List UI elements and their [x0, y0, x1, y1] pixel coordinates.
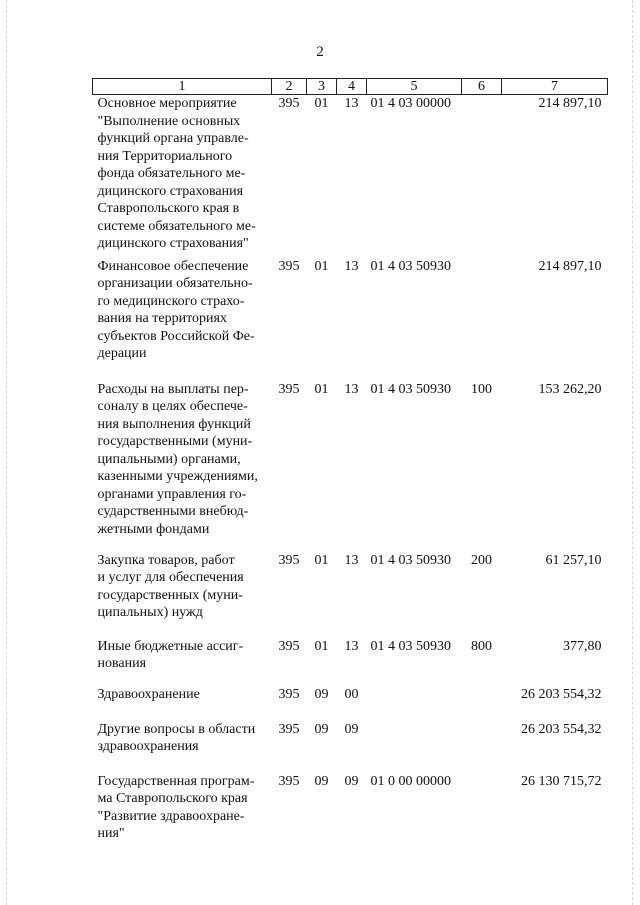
row-name-line: ния выполнения функций: [97, 416, 251, 432]
row-ministry: 395: [278, 686, 300, 702]
header-col-1: 1: [93, 79, 272, 95]
table-row: [93, 258, 608, 381]
header-col-4: 4: [337, 79, 367, 95]
row-name-line: Финансовое обеспечение: [97, 258, 249, 274]
page-edge-left: [6, 0, 7, 905]
page-edge-right: [632, 0, 633, 905]
row-name: [93, 686, 272, 721]
row-subsection: 13: [344, 258, 359, 274]
row-name-line: Иные бюджетные ассиг-: [97, 638, 244, 654]
table-row: [93, 95, 608, 258]
row-name-line: системе обязательного ме-: [97, 218, 256, 234]
row-ministry: 395: [278, 773, 300, 789]
row-name-line: Закупка товаров, работ: [97, 552, 235, 568]
row-name-line: органами управления го-: [97, 486, 247, 502]
row-name-line: нования: [97, 656, 147, 671]
row-expense-type: [462, 686, 502, 721]
row-name-line: Здравоохранение: [97, 686, 200, 702]
header-col-5: 5: [367, 79, 462, 95]
row-section: 01: [314, 552, 329, 568]
row-name-line: Государственная програм-: [97, 773, 255, 789]
row-amount: 26 203 554,32: [521, 721, 602, 737]
row-section: 01: [314, 96, 329, 111]
row-amount: 214 897,10: [538, 258, 602, 274]
row-name-line: функций органа управле-: [97, 131, 249, 146]
row-name: [93, 638, 272, 686]
row-name-line: сударственными внебюд-: [97, 504, 249, 519]
row-section: 01: [314, 258, 329, 274]
row-name-line: Расходы на выплаты пер-: [97, 381, 249, 397]
row-expense-type: 800: [471, 638, 492, 654]
header-col-7: 7: [502, 79, 608, 95]
table-row: [93, 721, 608, 773]
row-name: [93, 381, 272, 552]
row-name-line: здравоохранения: [97, 739, 199, 754]
row-name-line: Основное мероприятие: [97, 96, 237, 111]
row-name-line: "Развитие здравоохране-: [97, 808, 245, 824]
row-target-code: 01 0 00 00000: [370, 773, 451, 789]
row-name-line: дицинского страхования": [97, 236, 249, 251]
row-expense-type: 200: [471, 552, 492, 568]
row-amount: 377,80: [563, 638, 602, 654]
row-name-line: ма Ставропольского края: [97, 791, 248, 806]
row-subsection: 00: [344, 686, 359, 702]
row-subsection: 13: [344, 96, 359, 111]
row-name-line: и услуг для обеспечения: [97, 570, 244, 585]
row-name-line: ния Территориального: [97, 148, 233, 164]
row-name-line: фонда обязательного ме-: [97, 166, 246, 181]
row-expense-type: [462, 773, 502, 848]
row-target-code: 01 4 03 50930: [370, 258, 451, 274]
row-expense-type: 100: [471, 381, 492, 397]
table-row: [93, 381, 608, 552]
row-name: [93, 258, 272, 381]
row-name: [93, 552, 272, 638]
row-name-line: казенными учреждениями,: [97, 469, 258, 484]
row-section: 09: [314, 721, 329, 737]
row-section: 01: [314, 638, 329, 654]
budget-table: [92, 78, 608, 848]
row-section: 01: [314, 381, 329, 397]
row-section: 09: [314, 773, 329, 789]
table-row: [93, 552, 608, 638]
header-col-2: 2: [272, 79, 307, 95]
row-name-line: Ставропольского края в: [97, 201, 240, 216]
row-amount: 61 257,10: [545, 552, 602, 568]
row-name: [93, 773, 272, 848]
row-name-line: "Выполнение основных: [97, 113, 241, 129]
row-expense-type: [462, 721, 502, 773]
row-target-code: 01 4 03 50930: [370, 381, 451, 397]
row-name-line: дицинского страхования: [97, 183, 244, 199]
row-target-code: 01 4 03 50930: [370, 638, 451, 654]
row-name-line: соналу в целях обеспече-: [97, 399, 248, 414]
row-subsection: 09: [344, 773, 359, 789]
header-col-3: 3: [307, 79, 337, 95]
row-amount: 214 897,10: [538, 96, 602, 111]
row-section: 09: [314, 686, 329, 702]
row-name-line: организации обязательно-: [97, 276, 253, 291]
row-name-line: ния": [97, 826, 125, 841]
row-target-code: 01 4 03 00000: [370, 96, 451, 111]
row-name-line: жетными фондами: [97, 521, 210, 537]
row-name-line: дерации: [97, 346, 147, 361]
row-amount: 26 130 715,72: [521, 773, 602, 789]
row-ministry: 395: [278, 721, 300, 737]
row-name-line: ципальных) нужд: [97, 605, 203, 620]
row-target-code: [367, 721, 462, 773]
row-subsection: 09: [344, 721, 359, 737]
row-ministry: 395: [278, 552, 300, 568]
row-amount: 153 262,20: [538, 381, 602, 397]
table-row: [93, 638, 608, 686]
row-target-code: 01 4 03 50930: [370, 552, 451, 568]
row-expense-type: [462, 95, 502, 258]
row-expense-type: [462, 258, 502, 381]
row-ministry: 395: [278, 638, 300, 654]
row-subsection: 13: [344, 381, 359, 397]
header-col-6: 6: [462, 79, 502, 95]
row-name: [93, 721, 272, 773]
row-name-line: вания на территориях: [97, 311, 227, 326]
page-number: 2: [316, 44, 324, 60]
row-name: [93, 95, 272, 258]
row-target-code: [367, 686, 462, 721]
row-ministry: 395: [278, 381, 300, 397]
row-name-line: ципальными) органами,: [97, 451, 241, 467]
row-name-line: государственных (муни-: [97, 587, 243, 603]
table-row: [93, 686, 608, 721]
row-name-line: субъектов Российской Фе-: [97, 328, 255, 344]
row-ministry: 395: [278, 258, 300, 274]
row-subsection: 13: [344, 552, 359, 568]
table-row: [93, 773, 608, 848]
row-name-line: государственными (муни-: [97, 434, 253, 449]
row-amount: 26 203 554,32: [521, 686, 602, 702]
row-name-line: Другие вопросы в области: [97, 721, 256, 737]
row-ministry: 395: [278, 96, 300, 111]
row-name-line: го медицинского страхо-: [97, 293, 245, 309]
row-subsection: 13: [344, 638, 359, 654]
table-header-row: [93, 79, 608, 95]
